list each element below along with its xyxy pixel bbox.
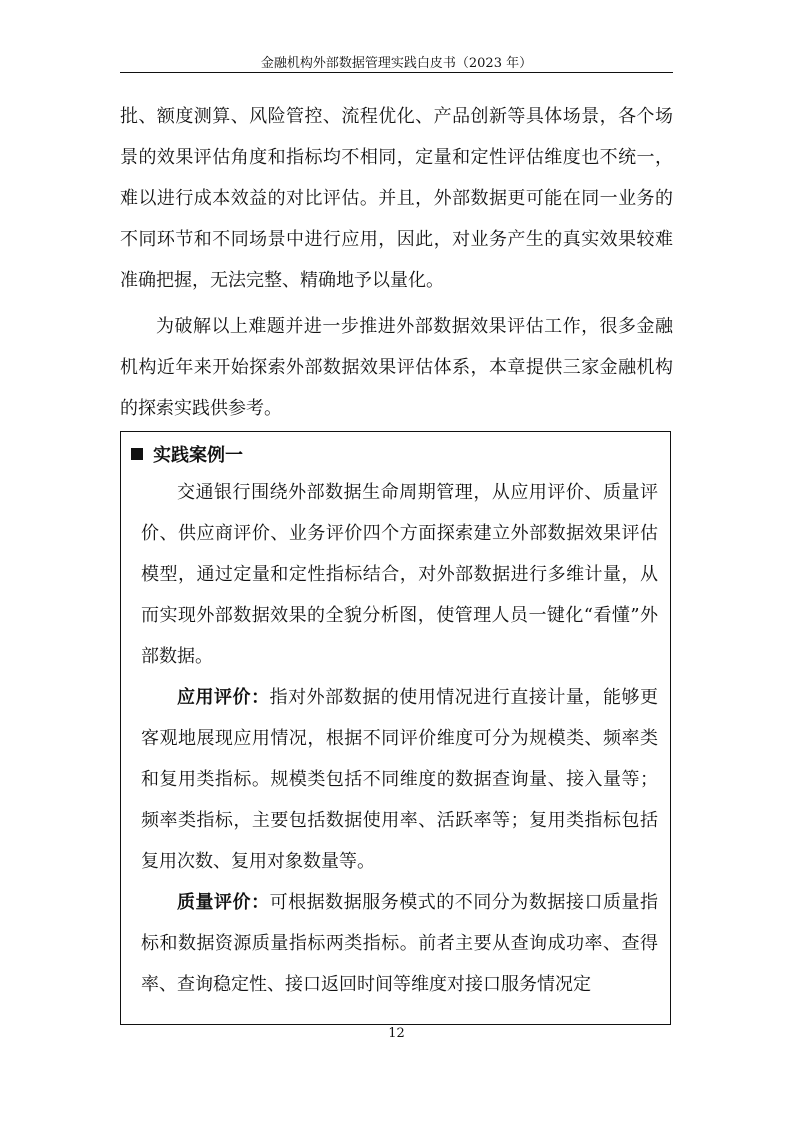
page-number: 12 [388, 1026, 405, 1041]
square-bullet-icon [131, 448, 143, 460]
quality-evaluation-text: 可根据数据服务模式的不同分为数据接口质量指标和数据资源质量指标两类指标。前者主要从查询成功率、查得率、查询稳定性、接口返回时间等维度对接口服务情况定 [141, 892, 659, 995]
running-header: 金融机构外部数据管理实践白皮书（2023 年） [260, 56, 533, 71]
application-evaluation-text: 指对外部数据的使用情况进行直接计量，能够更客观地展现应用情况，根据不同评价维度可分为规模类、频率类和复用类指标。规模类包括不同维度的数据查询量、接入量等；频率类指标，主要包括数据使用率、活跃率等；复用类指标包括复用次数、复用对象数量等。 [141, 687, 659, 872]
case-intro-paragraph: 交通银行围绕外部数据生命周期管理，从应用评价、质量评价、供应商评价、业务评价四个方面探索建立外部数据效果评估模型，通过定量和定性指标结合，对外部数据进行多维计量，从而实现外部数据效果的全貌分析图，使管理人员一键化“看懂”外部数据。 [141, 482, 658, 667]
case-study-box [120, 431, 671, 1025]
quality-evaluation-term: 质量评价： [177, 892, 270, 913]
header-rule [120, 72, 673, 73]
body-paragraph-1: 批、额度测算、风险管控、流程优化、产品创新等具体场景，各个场景的效果评估角度和指标均不相同，定量和定性评估维度也不统一，难以进行成本效益的对比评估。并且，外部数据更可能在同一业务的不同环节和不同场景中进行应用，因此，对业务产生的真实效果较难准确把握，无法完整、精确地予以量化。 [120, 106, 673, 291]
application-evaluation-paragraph [141, 677, 658, 882]
quality-evaluation-paragraph [141, 882, 658, 1005]
case-study-title [131, 441, 243, 467]
application-evaluation-term: 应用评价： [177, 687, 270, 708]
case-study-title-text: 实践案例一 [153, 445, 243, 466]
body-paragraph-2: 为破解以上难题并进一步推进外部数据效果评估工作，很多金融机构近年来开始探索外部数据效果评估体系，本章提供三家金融机构的探索实践供参考。 [120, 316, 673, 419]
